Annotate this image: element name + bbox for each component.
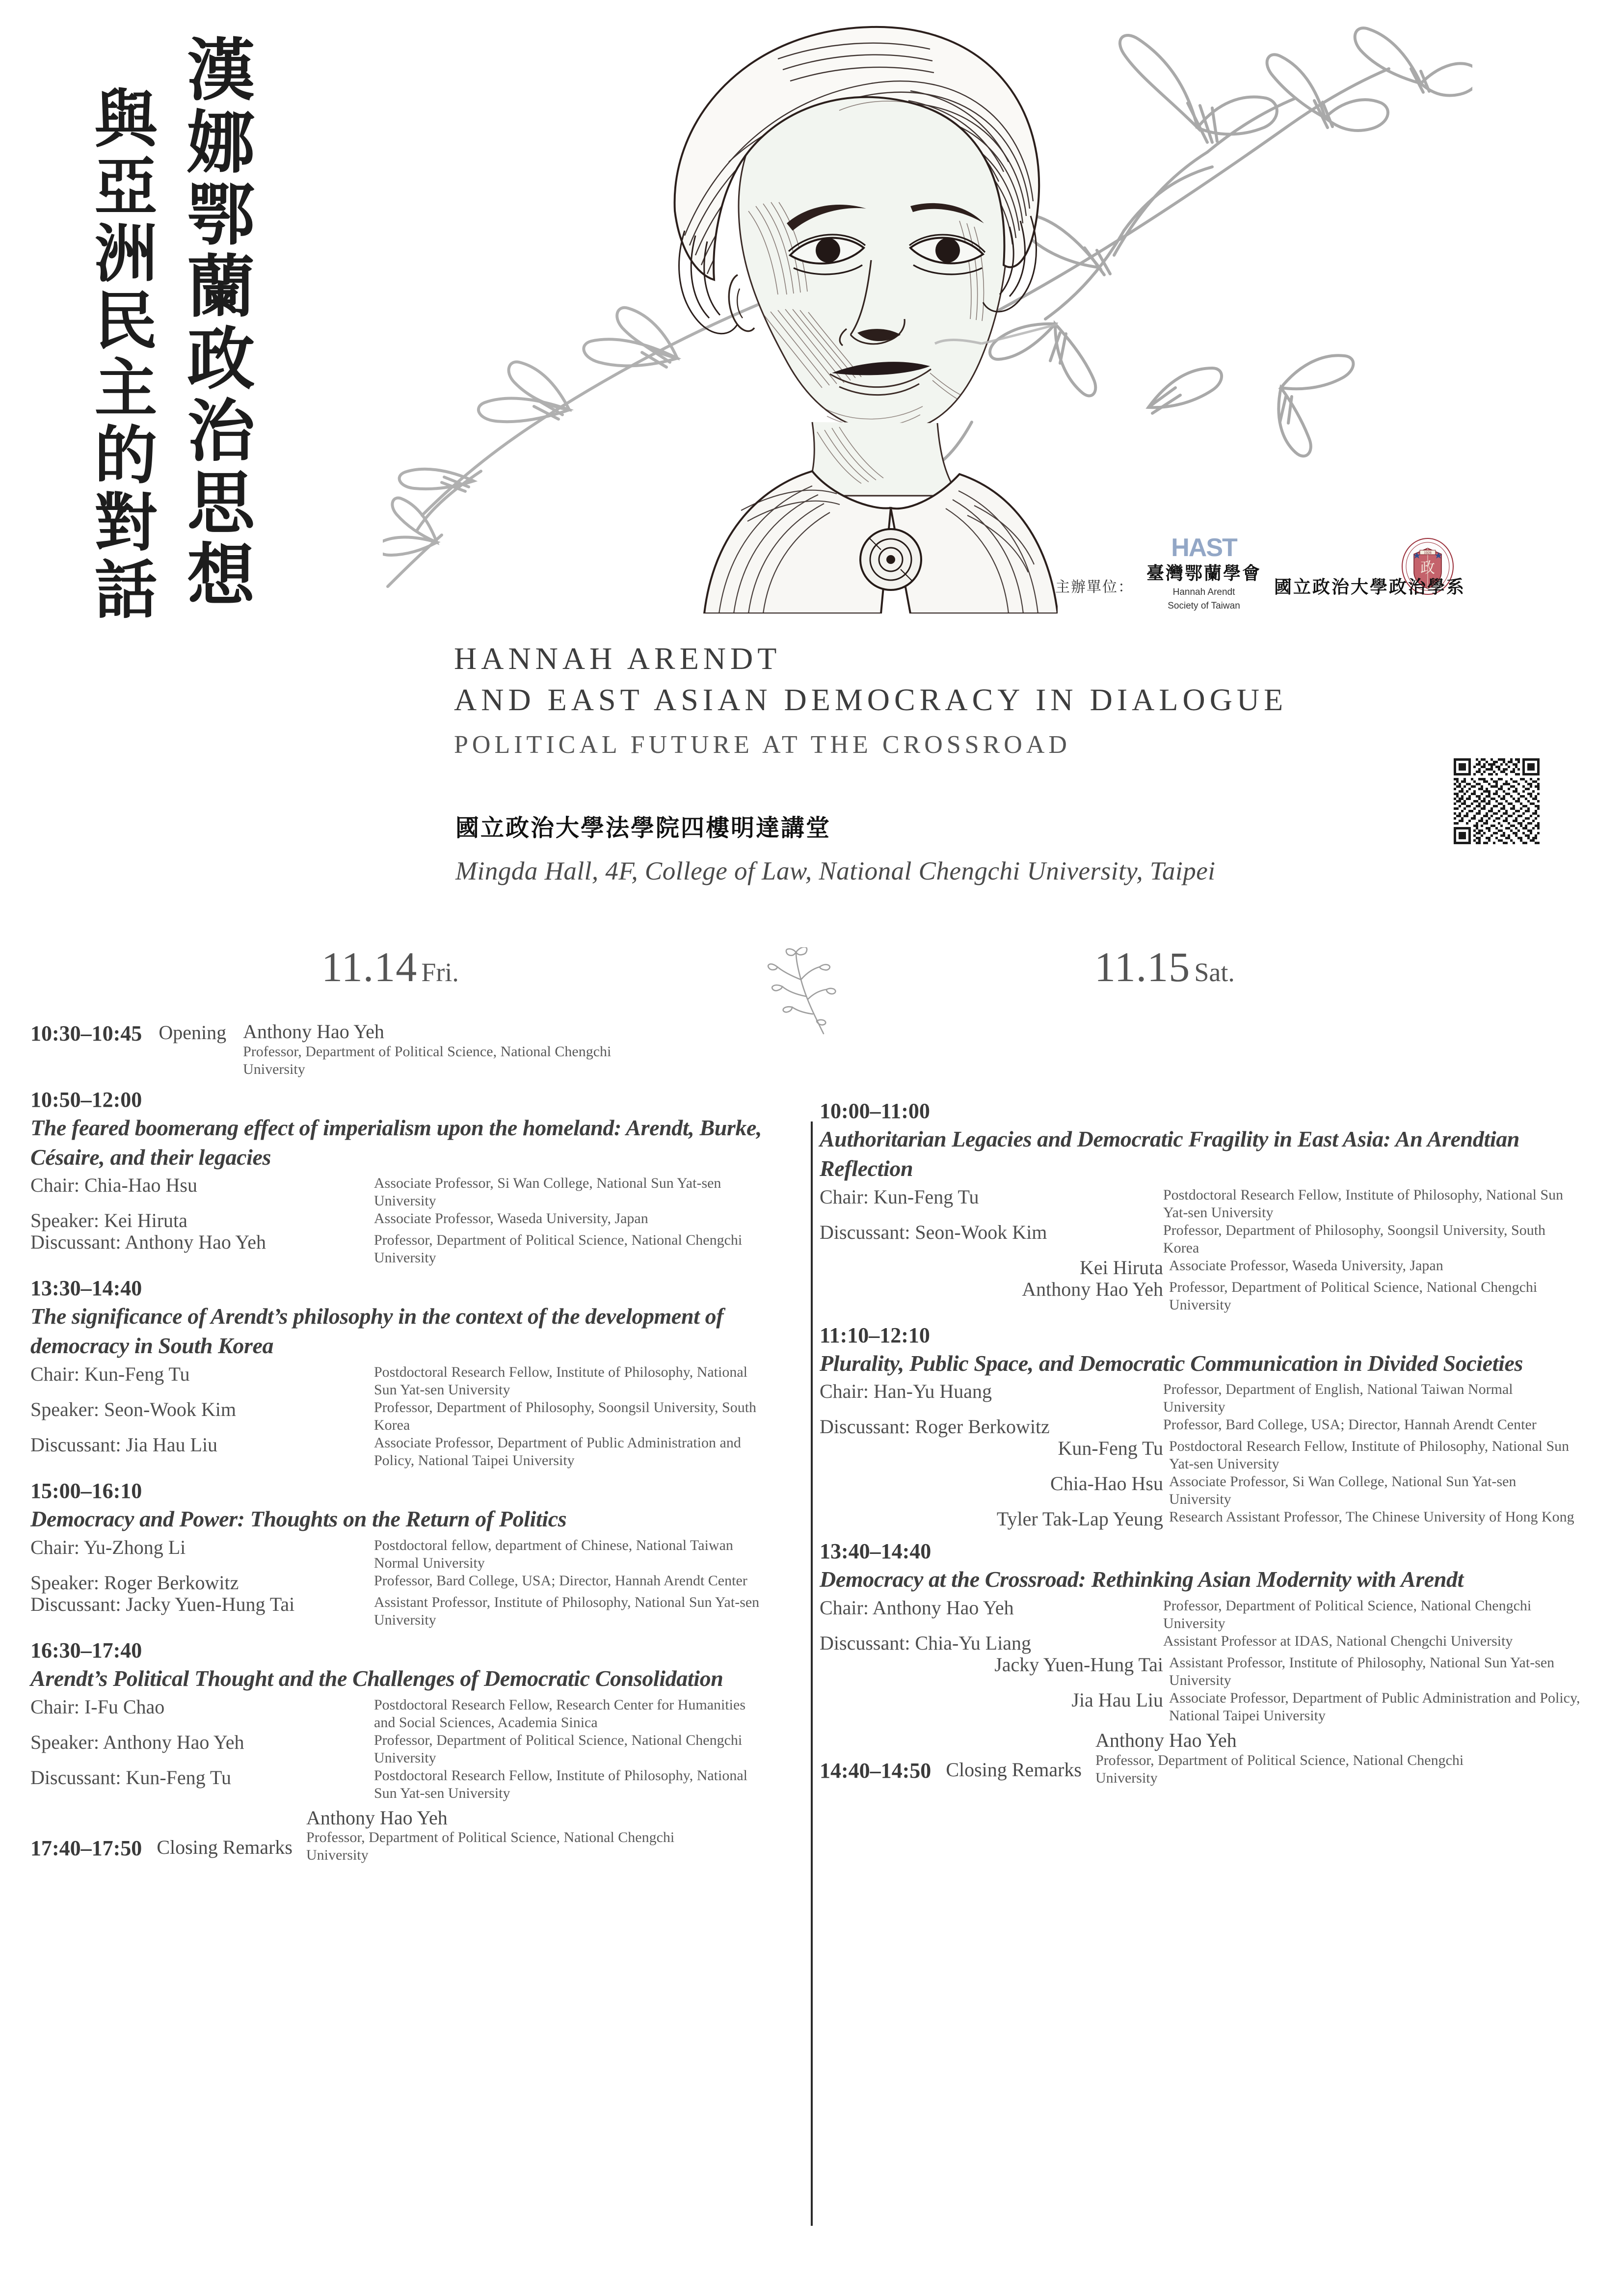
session-title: The significance of Arendt’s philosophy in the context of the development of democracy in South Korea (30, 1304, 724, 1359)
closing-person-name-day-2: Anthony Hao Yeh (1095, 1729, 1237, 1752)
role-row (820, 1186, 1593, 1222)
session-title: Arendt’s Political Thought and the Challenges of Democratic Consolidation (30, 1665, 723, 1691)
role-row (30, 1434, 796, 1469)
session-title: The feared boomerang effect of imperialism upon the homeland: Arendt, Burke, Césaire, and their legacies (30, 1115, 762, 1170)
svg-text:政: 政 (1420, 560, 1435, 577)
role-name: Jia Hau Liu (1071, 1689, 1163, 1711)
session-time: 13:30–14:40 (30, 1276, 142, 1301)
session-block (30, 1275, 796, 1469)
closing-row-day-1 (30, 1807, 796, 1865)
role-affiliation: Professor, Department of Political Science, National Chengchi University (1169, 1279, 1538, 1313)
session-time: 16:30–17:40 (30, 1638, 142, 1662)
role-affiliation: Postdoctoral Research Fellow, Research Center for Humanities and Social Sciences, Academia Sinica (374, 1696, 746, 1731)
session-block (820, 1097, 1593, 1314)
role-name: Discussant: Roger Berkowitz (820, 1415, 1050, 1438)
role-affiliation: Professor, Department of Philosophy, Soongsil University, South Korea (374, 1399, 757, 1433)
role-affiliation: Postdoctoral Research Fellow, Institute of Philosophy, National Sun Yat-sen University (374, 1767, 748, 1801)
date-dow-day-1: Fri. (421, 958, 459, 987)
role-row (30, 1696, 796, 1732)
role-row (820, 1632, 1593, 1654)
role-affiliation: Associate Professor, Department of Public Administration and Policy, National Taipei University (1169, 1690, 1580, 1724)
qr-code[interactable] (1451, 756, 1542, 847)
role-name: Chia-Hao Hsu (1050, 1472, 1163, 1495)
date-header-day-2 (1094, 942, 1235, 991)
role-name: Tyler Tak-Lap Yeung (996, 1508, 1163, 1530)
role-name: Discussant: Chia-Yu Liang (820, 1632, 1032, 1655)
hast-logo-mark: HAST (1171, 534, 1237, 562)
role-row (30, 1537, 796, 1572)
date-dow-day-2: Sat. (1194, 958, 1235, 987)
role-affiliation: Research Assistant Professor, The Chinese University of Hong Kong (1169, 1509, 1574, 1525)
role-affiliation: Professor, Department of Political Science, National Chengchi University (1163, 1598, 1532, 1632)
venue-cjk: 國立政治大學法學院四樓明達講堂 (455, 814, 831, 842)
role-row (30, 1175, 796, 1210)
session-roles (30, 1175, 796, 1267)
role-affiliation: Assistant Professor, Institute of Philosophy, National Sun Yat-sen University (1169, 1655, 1555, 1689)
session-time: 13:40–14:40 (820, 1539, 931, 1564)
role-row (30, 1732, 796, 1767)
role-affiliation: Professor, Department of Political Science, National Chengchi University (374, 1732, 743, 1766)
closing-person-name-day-1: Anthony Hao Yeh (306, 1806, 448, 1829)
organizer-hast-name-en-2: Society of Taiwan (1168, 600, 1240, 611)
role-name: Discussant: Anthony Hao Yeh (30, 1231, 266, 1254)
role-affiliation: Assistant Professor, Institute of Philosophy, National Sun Yat-sen University (374, 1594, 760, 1628)
session-block (30, 1477, 796, 1629)
organizer-hast-name-en-1: Hannah Arendt (1172, 587, 1235, 597)
role-row (30, 1572, 796, 1594)
role-affiliation: Professor, Bard College, USA; Director, Hannah Arendt Center (374, 1572, 747, 1589)
role-name: Speaker: Seon-Wook Kim (30, 1398, 236, 1420)
title-cjk-sub: 與亞洲民主的對話 (83, 86, 158, 624)
role-name: Speaker: Kei Hiruta (30, 1209, 187, 1232)
session-roles (820, 1597, 1593, 1725)
role-row (820, 1279, 1593, 1314)
session-roles (30, 1363, 796, 1469)
session-time: 10:00–11:00 (820, 1099, 930, 1123)
role-row (820, 1473, 1593, 1508)
closing-label-day-2: Closing Remarks (946, 1759, 1082, 1781)
role-name: Chair: Han-Yu Huang (820, 1380, 992, 1403)
role-row (820, 1689, 1593, 1725)
session-roles (820, 1186, 1593, 1314)
opening-person-day-1 (243, 1021, 636, 1078)
headline-line-3: POLITICAL FUTURE AT THE CROSSROAD (454, 730, 1071, 759)
session-roles (30, 1696, 796, 1802)
schedule-column-day-2 (820, 1090, 1593, 1787)
role-row (30, 1231, 796, 1267)
session-title: Authoritarian Legacies and Democratic Fragility in East Asia: An Arendtian Reflection (820, 1126, 1519, 1181)
role-affiliation: Postdoctoral Research Fellow, Institute of Philosophy, National Sun Yat-sen University (1169, 1438, 1570, 1472)
venue-english: Mingda Hall, 4F, College of Law, National Chengchi University, Taipei (455, 857, 1216, 885)
opening-person-affiliation-day-1: Professor, Department of Political Science, National Chengchi University (243, 1043, 612, 1077)
role-name: Discussant: Kun-Feng Tu (30, 1766, 231, 1789)
title-cjk-main: 漢娜鄂蘭政治思想 (176, 34, 256, 612)
role-affiliation: Professor, Bard College, USA; Director, Hannah Arendt Center (1163, 1416, 1537, 1433)
closing-label-day-1: Closing Remarks (157, 1836, 293, 1858)
svg-text:1928: 1928 (1424, 551, 1432, 555)
hannah-arendt-portrait-illustration (616, 0, 1058, 614)
role-name: Discussant: Jia Hau Liu (30, 1433, 218, 1456)
role-affiliation: Professor, Department of English, National Taiwan Normal University (1163, 1381, 1513, 1415)
session-time: 11:10–12:10 (820, 1323, 930, 1347)
role-row (820, 1597, 1593, 1632)
session-roles (30, 1537, 796, 1629)
role-affiliation: Associate Professor, Department of Public Administration and Policy, National Taipei University (374, 1434, 741, 1468)
role-affiliation: Associate Professor, Si Wan College, National Sun Yat-sen University (1169, 1473, 1517, 1508)
session-title: Democracy and Power: Thoughts on the Return of Politics (30, 1506, 567, 1531)
role-row (820, 1654, 1593, 1689)
role-row (820, 1438, 1593, 1473)
headline-line-2: AND EAST ASIAN DEMOCRACY IN DIALOGUE (454, 682, 1288, 718)
role-row (820, 1416, 1593, 1438)
closing-row-day-2 (820, 1730, 1593, 1787)
organizer-nccu-name-cn: 國立政治大學政治學系 (1274, 576, 1466, 597)
role-row (30, 1399, 796, 1434)
session-title: Democracy at the Crossroad: Rethinking Asian Modernity with Arendt (820, 1567, 1464, 1592)
role-affiliation: Associate Professor, Waseda University, Japan (1169, 1257, 1443, 1274)
role-name: Chair: Yu-Zhong Li (30, 1536, 186, 1558)
role-row (30, 1210, 796, 1231)
role-name: Kun-Feng Tu (1058, 1437, 1163, 1460)
role-name: Chair: Kun-Feng Tu (30, 1362, 190, 1385)
session-block (820, 1322, 1593, 1530)
date-number-day-2: 11.15 (1094, 943, 1191, 990)
closing-person-affiliation-day-2: Professor, Department of Political Science, National Chengchi University (1095, 1752, 1464, 1786)
role-name: Chair: I-Fu Chao (30, 1695, 165, 1718)
role-name: Kei Hiruta (1080, 1256, 1163, 1279)
session-title: Plurality, Public Space, and Democratic Communication in Divided Societies (820, 1350, 1523, 1376)
session-time: 10:50–12:00 (30, 1087, 142, 1112)
role-row (820, 1381, 1593, 1416)
role-name: Chair: Anthony Hao Yeh (820, 1597, 1014, 1619)
role-row (820, 1257, 1593, 1279)
organizer-nccu (1274, 573, 1465, 598)
role-name: Speaker: Roger Berkowitz (30, 1571, 239, 1594)
role-affiliation: Postdoctoral fellow, department of Chinese, National Taiwan Normal University (374, 1537, 733, 1571)
role-row (30, 1594, 796, 1629)
organizer-hast-name-cn: 臺灣鄂蘭學會 (1146, 563, 1262, 584)
session-block (30, 1086, 796, 1267)
schedule-column-day-1 (30, 1021, 796, 1864)
poster-title-cjk (83, 34, 256, 624)
opening-person-name-day-1: Anthony Hao Yeh (243, 1020, 384, 1042)
role-name: Jacky Yuen-Hung Tai (994, 1654, 1163, 1676)
role-affiliation: Professor, Department of Philosophy, Soongsil University, South Korea (1163, 1222, 1546, 1256)
closing-time-day-2: 14:40–14:50 (820, 1759, 931, 1783)
role-row (30, 1363, 796, 1399)
role-name: Chair: Kun-Feng Tu (820, 1185, 979, 1208)
organizers-label: 主辦單位： (1055, 579, 1134, 596)
headline-block (454, 638, 1287, 764)
opening-row-day-1 (30, 1021, 796, 1078)
closing-person-day-1 (306, 1807, 699, 1865)
session-roles (820, 1381, 1593, 1530)
role-name: Discussant: Jacky Yuen-Hung Tai (30, 1593, 295, 1615)
role-affiliation: Assistant Professor at IDAS, National Chengchi University (1163, 1633, 1513, 1650)
role-affiliation: Postdoctoral Research Fellow, Institute of Philosophy, National Sun Yat-sen University (374, 1363, 748, 1398)
role-row (820, 1508, 1593, 1530)
role-row (30, 1767, 796, 1802)
role-row (820, 1222, 1593, 1257)
role-affiliation: Professor, Department of Political Science, National Chengchi University (374, 1232, 743, 1266)
opening-time-day-1: 10:30–10:45 (30, 1021, 142, 1045)
date-header-day-1 (321, 942, 459, 991)
role-name: Chair: Chia-Hao Hsu (30, 1174, 197, 1197)
closing-person-affiliation-day-1: Professor, Department of Political Science, National Chengchi University (306, 1829, 675, 1864)
column-divider (811, 1121, 813, 2226)
opening-label-day-1: Opening (159, 1021, 227, 1043)
organizer-hast (1146, 534, 1262, 612)
role-name: Discussant: Seon-Wook Kim (820, 1221, 1047, 1243)
role-affiliation: Associate Professor, Waseda University, Japan (374, 1210, 648, 1227)
session-block (820, 1538, 1593, 1725)
role-name: Speaker: Anthony Hao Yeh (30, 1731, 244, 1753)
role-affiliation: Associate Professor, Si Wan College, National Sun Yat-sen University (374, 1175, 721, 1209)
role-name: Anthony Hao Yeh (1022, 1278, 1163, 1300)
closing-time-day-1: 17:40–17:50 (30, 1836, 142, 1860)
date-number-day-1: 11.14 (321, 943, 418, 990)
role-affiliation: Postdoctoral Research Fellow, Institute of Philosophy, National Sun Yat-sen University (1163, 1186, 1564, 1221)
headline-line-1: HANNAH ARENDT (454, 641, 781, 676)
session-block (30, 1637, 796, 1802)
session-time: 15:00–16:10 (30, 1478, 142, 1503)
closing-person-day-2 (1095, 1730, 1508, 1787)
